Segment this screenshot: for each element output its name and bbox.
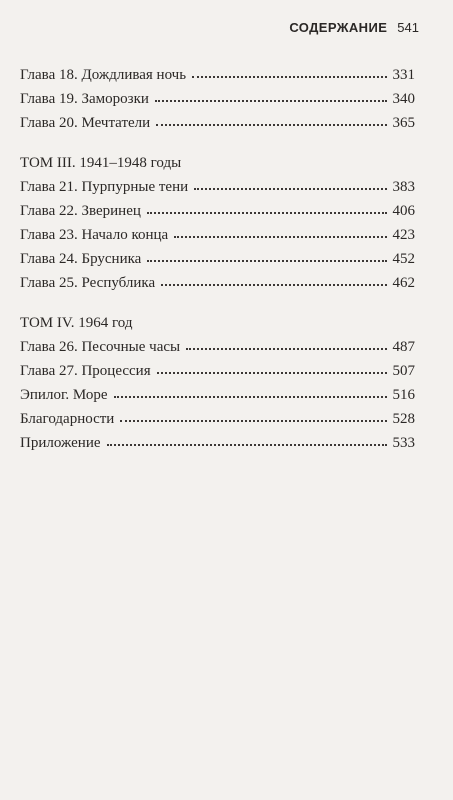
dot-leader [174, 236, 386, 238]
toc-entry-label: Глава 21. Пурпурные тени [20, 179, 189, 195]
toc-entry-page: 462 [392, 275, 415, 291]
toc-entry[interactable] [20, 359, 415, 383]
toc-entry-label: Глава 25. Республика [20, 275, 156, 291]
toc-entry[interactable] [20, 431, 415, 455]
toc-entry[interactable] [20, 247, 415, 271]
toc-entry[interactable] [20, 175, 415, 199]
dot-leader [157, 372, 387, 374]
toc-entry-page: 383 [392, 179, 415, 195]
dot-leader [156, 124, 386, 126]
toc-entry-label: Глава 22. Зверинец [20, 203, 141, 219]
toc-entry-page: 365 [392, 115, 415, 131]
toc-entry[interactable] [20, 111, 415, 135]
toc-entry-page: 406 [392, 203, 415, 219]
page-number: 541 [397, 20, 419, 35]
toc-entry-label: Глава 24. Брусника [20, 251, 142, 267]
toc-entry-label: Глава 19. Заморозки [20, 91, 149, 107]
table-of-contents [20, 63, 415, 471]
toc-entry-page: 423 [392, 227, 415, 243]
toc-entry[interactable] [20, 63, 415, 87]
toc-entry-page: 528 [392, 411, 415, 427]
toc-entry[interactable] [20, 407, 415, 431]
toc-entry-page: 533 [392, 435, 415, 451]
toc-entry-label: Глава 20. Мечтатели [20, 115, 151, 131]
running-header [289, 20, 419, 35]
volume-heading: ТОМ IV. 1964 год [20, 315, 133, 331]
toc-entry-page: 487 [392, 339, 415, 355]
toc-entry-label: Глава 23. Начало конца [20, 227, 169, 243]
dot-leader [107, 444, 387, 446]
dot-leader [186, 348, 386, 350]
toc-entry[interactable] [20, 335, 415, 359]
volume-heading: ТОМ III. 1941–1948 годы [20, 155, 182, 171]
dot-leader [147, 260, 386, 262]
dot-leader [120, 420, 386, 422]
running-header-title: СОДЕРЖАНИЕ [289, 20, 388, 35]
toc-entry-label: Глава 27. Процессия [20, 363, 151, 379]
toc-entry-page: 340 [392, 91, 415, 107]
dot-leader [161, 284, 386, 286]
dot-leader [114, 396, 387, 398]
toc-section-volume-4 [20, 311, 415, 455]
toc-section-volume-2-continued [20, 63, 415, 135]
toc-entry-label: Эпилог. Море [20, 387, 108, 403]
toc-entry-label: Глава 26. Песочные часы [20, 339, 181, 355]
toc-entry-page: 507 [392, 363, 415, 379]
toc-entry[interactable] [20, 199, 415, 223]
dot-leader [155, 100, 387, 102]
toc-entry-label: Приложение [20, 435, 101, 451]
toc-entry-page: 516 [392, 387, 415, 403]
dot-leader [194, 188, 386, 190]
dot-leader [147, 212, 387, 214]
toc-entry-label: Благодарности [20, 411, 115, 427]
toc-entry[interactable] [20, 271, 415, 295]
toc-entry-page: 452 [392, 251, 415, 267]
toc-section-volume-3 [20, 151, 415, 295]
toc-entry[interactable] [20, 223, 415, 247]
toc-entry[interactable] [20, 87, 415, 111]
toc-entry-page: 331 [392, 67, 415, 83]
toc-entry[interactable] [20, 383, 415, 407]
dot-leader [192, 76, 386, 78]
toc-entry-label: Глава 18. Дождливая ночь [20, 67, 187, 83]
